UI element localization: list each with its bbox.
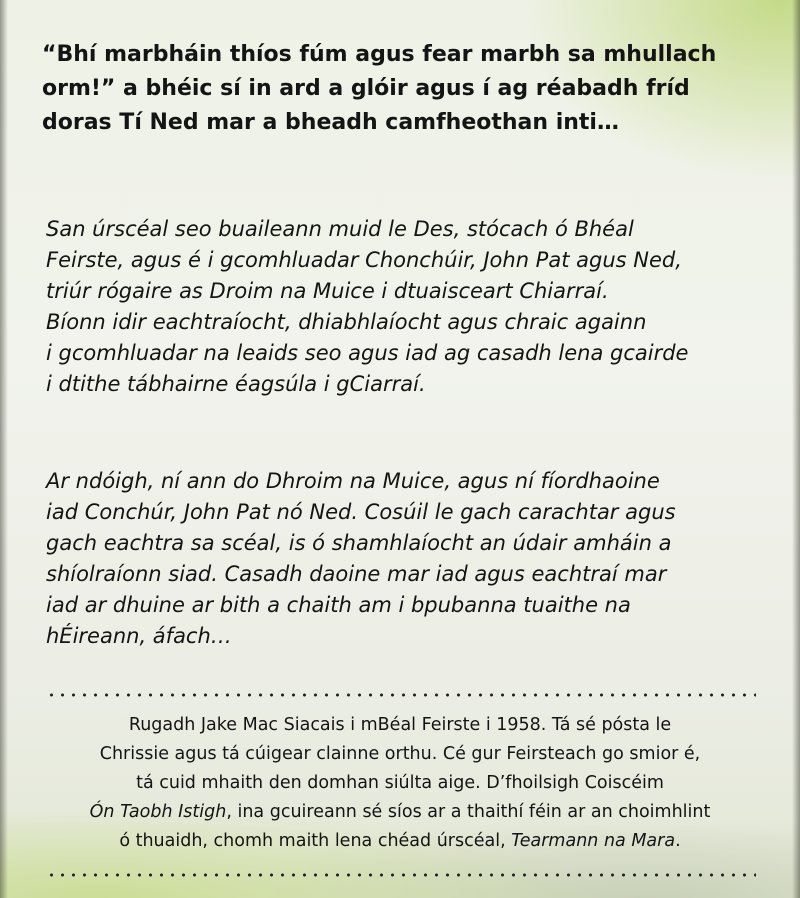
paragraph1-line-3: triúr rógaire as Droim na Muice i dtuaisceart Chiarraí. bbox=[46, 279, 609, 303]
book-title-on-taobh-istigh: Ón Taobh Istigh bbox=[89, 802, 227, 822]
paragraph2-line-5: iad ar dhuine ar bith a chaith am i bpubanna tuaithe na bbox=[46, 593, 631, 617]
paragraph2-line-3: gach eachtra sa scéal, is ó shamhlaíocht an údair amháin a bbox=[46, 531, 672, 555]
page-edge-shadow-right bbox=[792, 0, 800, 898]
bio-line-5 bbox=[40, 827, 760, 856]
page-edge-shadow-left bbox=[0, 0, 8, 898]
dotted-divider-bottom bbox=[46, 872, 756, 878]
author-bio bbox=[40, 711, 760, 856]
paragraph2-line-1: Ar ndóigh, ní ann do Dhroim na Muice, agus ní fíordhaoine bbox=[46, 469, 660, 493]
blurb-paragraph-2 bbox=[46, 466, 766, 652]
quote-line-2: orm!” a bhéic sí in ard a glóir agus í ag réabadh fríd bbox=[42, 76, 690, 101]
quote-line-1: “Bhí marbháin thíos fúm agus fear marbh sa mhullach bbox=[42, 42, 717, 67]
paragraph1-line-6: i dtithe tábhairne éagsúla i gCiarraí. bbox=[46, 372, 426, 396]
bio-line-1: Rugadh Jake Mac Siacais i mBéal Feirste i 1958. Tá sé pósta le bbox=[128, 715, 672, 735]
book-title-tearmann-na-mara: Tearmann na Mara bbox=[511, 831, 676, 851]
bio-line-4-rest: , ina gcuireann sé síos ar a thaithí féin ar an choimhlint bbox=[226, 802, 711, 822]
dotted-divider-top bbox=[46, 692, 756, 698]
paragraph1-line-1: San úrscéal seo buaileann muid le Des, stócach ó Bhéal bbox=[46, 217, 634, 241]
bio-line-2: Chrissie agus tá cúigear clainne orthu. Cé gur Feirsteach go smior é, bbox=[99, 744, 701, 764]
blurb-paragraph-1 bbox=[46, 214, 766, 400]
paragraph2-line-4: shíolraíonn siad. Casadh daoine mar iad agus eachtraí mar bbox=[46, 562, 667, 586]
bio-line-4 bbox=[40, 798, 760, 827]
paragraph2-line-2: iad Conchúr, John Pat nó Ned. Cosúil le gach carachtar agus bbox=[46, 500, 676, 524]
paragraph2-line-6: hÉireann, áfach… bbox=[46, 624, 232, 648]
opening-quote bbox=[42, 38, 762, 140]
paragraph1-line-5: i gcomhluadar na leaids seo agus iad ag casadh lena gcairde bbox=[46, 341, 689, 365]
paragraph1-line-4: Bíonn idir eachtraíocht, dhiabhlaíocht agus chraic againn bbox=[46, 310, 647, 334]
bio-line-5-end: . bbox=[675, 831, 681, 851]
bio-line-3: tá cuid mhaith den domhan siúlta aige. D’fhoilsigh Coiscéim bbox=[136, 773, 664, 793]
paragraph1-line-2: Feirste, agus é i gcomhluadar Chonchúir, John Pat agus Ned, bbox=[46, 248, 682, 272]
quote-line-3: doras Tí Ned mar a bheadh camfheothan inti… bbox=[42, 110, 619, 135]
bio-line-5-start: ó thuaidh, chomh maith lena chéad úrscéal, bbox=[119, 831, 512, 851]
